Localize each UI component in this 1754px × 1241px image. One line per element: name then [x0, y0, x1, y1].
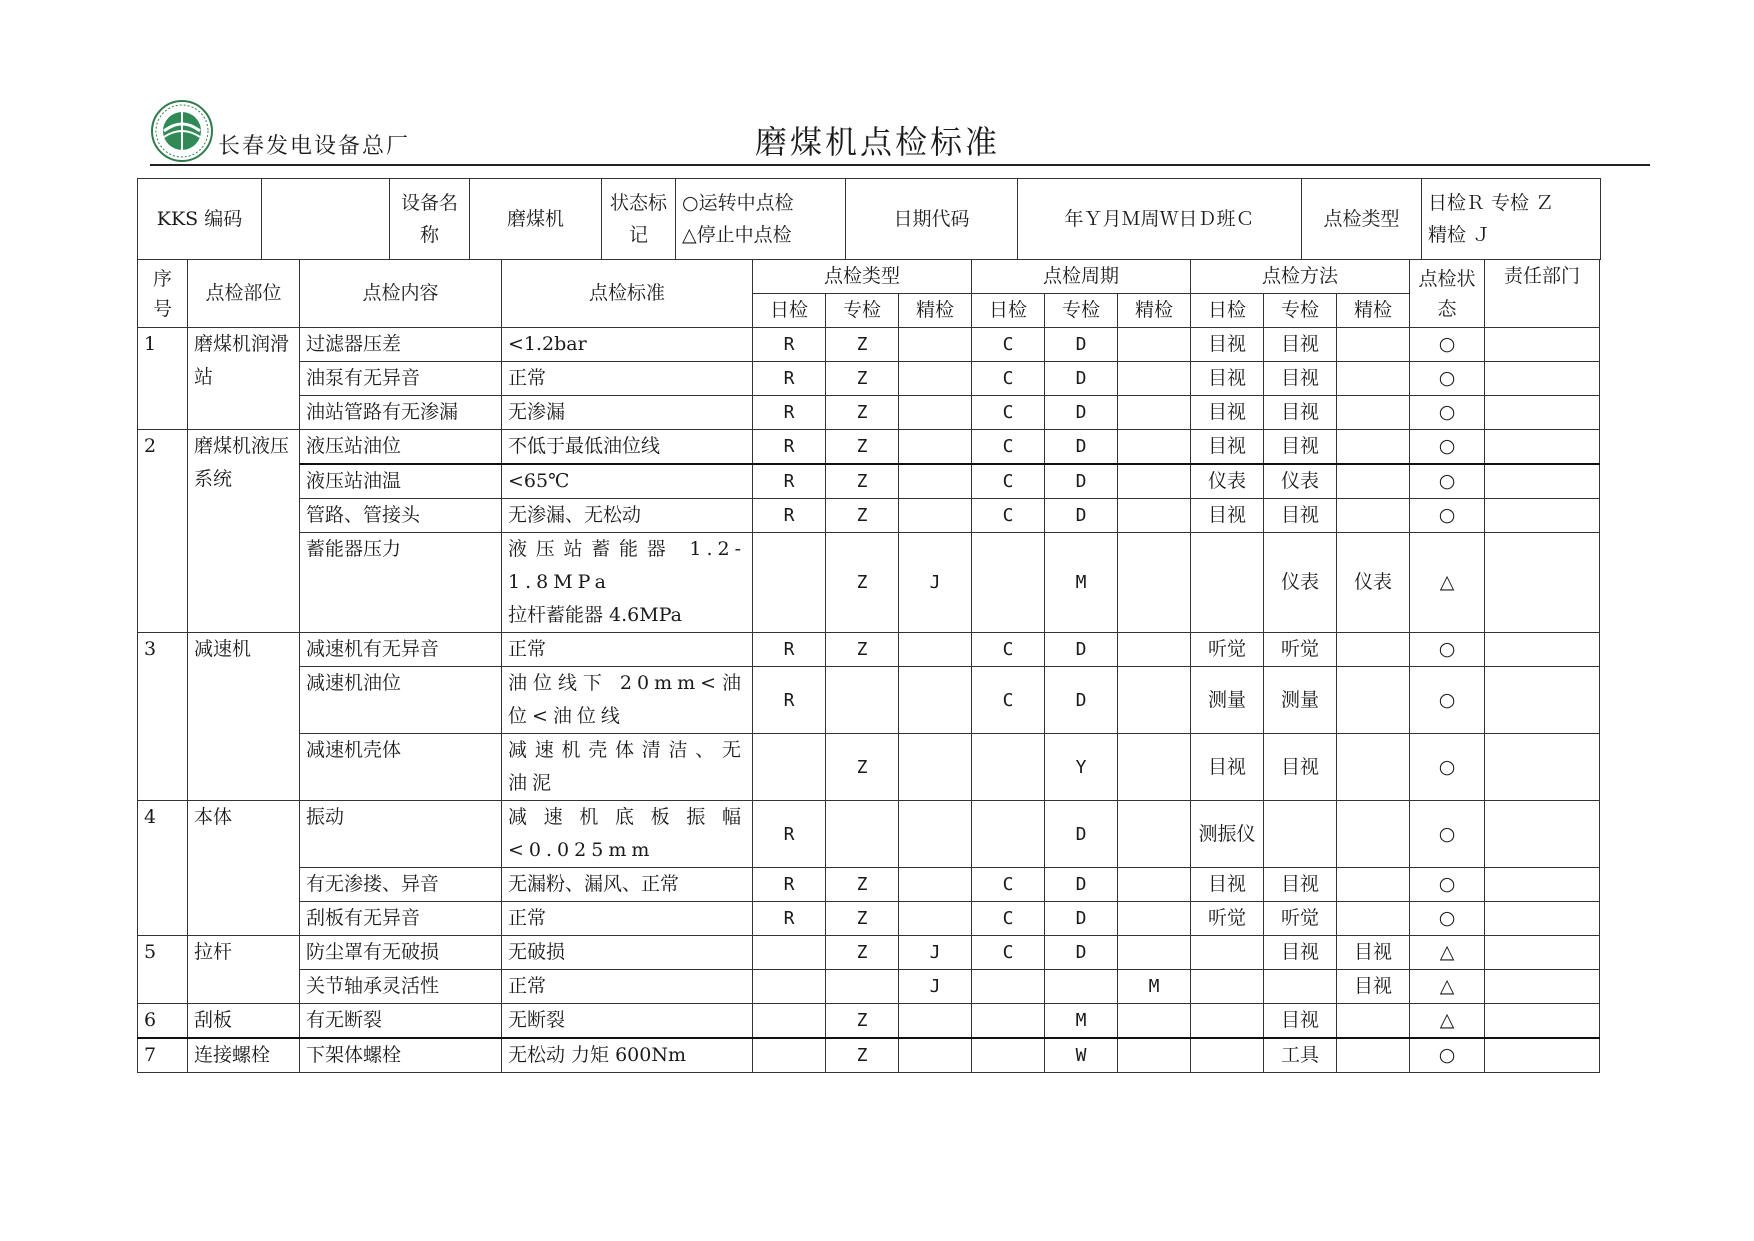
cell-c3 [1118, 362, 1191, 396]
cell-m3 [1337, 868, 1410, 902]
cell-m3 [1337, 1038, 1410, 1073]
cell-status: ○ [1410, 667, 1485, 734]
cell-standard: 无漏粉、漏风、正常 [502, 868, 753, 902]
cell-t1: R [753, 430, 826, 465]
standard-line: 拉杆蓄能器 4.6MPa [508, 604, 682, 626]
cell-c2: Y [1045, 734, 1118, 801]
table-row [138, 667, 1600, 734]
cell-m2: 测量 [1264, 667, 1337, 734]
cell-c2: D [1045, 396, 1118, 430]
cell-standard: 无断裂 [502, 1004, 753, 1039]
date-code-label: 日期代码 [846, 179, 1018, 260]
cell-t1: R [753, 499, 826, 533]
cell-c2: D [1045, 667, 1118, 734]
cell-m1: 听觉 [1191, 902, 1264, 936]
col-type-daily: 日检 [753, 294, 826, 328]
cell-t2: Z [826, 936, 899, 970]
col-cycle-group: 点检周期 [972, 260, 1191, 294]
cell-m2: 听觉 [1264, 902, 1337, 936]
table-body [138, 328, 1600, 1073]
cell-c3 [1118, 734, 1191, 801]
col-method-precise: 精检 [1337, 294, 1410, 328]
cell-standard: 正常 [502, 633, 753, 667]
cell-c1 [972, 1038, 1045, 1073]
cell-content: 油站管路有无渗漏 [300, 396, 502, 430]
cell-standard [502, 533, 753, 633]
cell-content: 蓄能器压力 [300, 533, 502, 633]
cell-t1: R [753, 868, 826, 902]
status-running-legend: ○运转中点检 [682, 192, 794, 214]
table-row [138, 362, 1600, 396]
col-method-daily: 日检 [1191, 294, 1264, 328]
cell-t2: Z [826, 396, 899, 430]
cell-c2: D [1045, 633, 1118, 667]
cell-m1: 目视 [1191, 396, 1264, 430]
cell-standard: 无破损 [502, 936, 753, 970]
cell-part: 拉杆 [188, 936, 300, 1004]
cell-t1: R [753, 667, 826, 734]
col-standard: 点检标准 [502, 260, 753, 328]
cell-c2: D [1045, 936, 1118, 970]
cell-t1 [753, 533, 826, 633]
table-row [138, 936, 1600, 970]
cell-m1: 目视 [1191, 734, 1264, 801]
cell-m3 [1337, 430, 1410, 465]
table-row [138, 633, 1600, 667]
cell-t3 [899, 868, 972, 902]
cell-c1: C [972, 362, 1045, 396]
cell-c2: D [1045, 499, 1118, 533]
cell-standard: 减速机底板振幅<0.025mm [502, 801, 753, 868]
cell-t2 [826, 667, 899, 734]
cell-status: ○ [1410, 464, 1485, 499]
cell-t2: Z [826, 464, 899, 499]
cell-standard: <65℃ [502, 464, 753, 499]
state-grid-logo [150, 99, 214, 163]
cell-part: 连接螺栓 [188, 1038, 300, 1073]
cell-dept [1485, 1038, 1600, 1073]
cell-m3 [1337, 464, 1410, 499]
cell-c1 [972, 801, 1045, 868]
cell-m3 [1337, 801, 1410, 868]
cell-m1 [1191, 936, 1264, 970]
cell-seq: 1 [138, 328, 188, 430]
cell-t1 [753, 936, 826, 970]
cell-part: 刮板 [188, 1004, 300, 1039]
table-row [138, 1004, 1600, 1039]
cell-c3: M [1118, 970, 1191, 1004]
cell-m3 [1337, 396, 1410, 430]
cell-content: 有无断裂 [300, 1004, 502, 1039]
date-code-value: 年Ｙ月Ｍ周Ｗ日Ｄ班Ｃ [1018, 179, 1302, 260]
cell-t2: Z [826, 1004, 899, 1039]
cell-t2: Z [826, 328, 899, 362]
cell-c3 [1118, 667, 1191, 734]
cell-c2: M [1045, 1004, 1118, 1039]
status-mark-label: 状态标记 [602, 179, 676, 260]
table-row [138, 1038, 1600, 1073]
cell-t1: R [753, 362, 826, 396]
table-row [138, 499, 1600, 533]
cell-dept [1485, 499, 1600, 533]
cell-c3 [1118, 396, 1191, 430]
cell-c1 [972, 734, 1045, 801]
col-type-special: 专检 [826, 294, 899, 328]
cell-t2: Z [826, 430, 899, 465]
table-row [138, 328, 1600, 362]
cell-seq: 2 [138, 430, 188, 633]
cell-c2: D [1045, 328, 1118, 362]
cell-part: 磨煤机液压系统 [188, 430, 300, 633]
cell-c3 [1118, 533, 1191, 633]
inspection-table [137, 259, 1600, 1073]
cell-content: 减速机有无异音 [300, 633, 502, 667]
cell-dept [1485, 801, 1600, 868]
kks-label: KKS 编码 [138, 179, 262, 260]
check-type-line1: 日检Ｒ 专检 Ｚ [1428, 192, 1555, 214]
cell-m3: 目视 [1337, 970, 1410, 1004]
cell-m1: 目视 [1191, 430, 1264, 465]
cell-dept [1485, 533, 1600, 633]
status-mark-legend [676, 179, 846, 260]
col-cycle-daily: 日检 [972, 294, 1045, 328]
cell-t2 [826, 970, 899, 1004]
cell-status: ○ [1410, 902, 1485, 936]
cell-m3 [1337, 328, 1410, 362]
cell-t3 [899, 396, 972, 430]
cell-m2: 仪表 [1264, 464, 1337, 499]
cell-part: 本体 [188, 801, 300, 936]
cell-c1: C [972, 633, 1045, 667]
cell-t2: Z [826, 902, 899, 936]
cell-status: ○ [1410, 362, 1485, 396]
check-type-line2: 精检 Ｊ [1428, 224, 1492, 246]
cell-t3 [899, 801, 972, 868]
cell-dept [1485, 430, 1600, 465]
col-method-group: 点检方法 [1191, 260, 1410, 294]
cell-m2: 仪表 [1264, 533, 1337, 633]
status-stopped-legend: △停止中点检 [682, 224, 792, 246]
cell-status: △ [1410, 1004, 1485, 1039]
cell-m1: 目视 [1191, 868, 1264, 902]
cell-t3: J [899, 533, 972, 633]
cell-t3 [899, 430, 972, 465]
cell-part: 减速机 [188, 633, 300, 801]
cell-dept [1485, 936, 1600, 970]
table-row [138, 396, 1600, 430]
cell-standard: <1.2bar [502, 328, 753, 362]
cell-t2: Z [826, 362, 899, 396]
cell-content: 减速机油位 [300, 667, 502, 734]
cell-dept [1485, 633, 1600, 667]
cell-m1 [1191, 533, 1264, 633]
cell-c1: C [972, 430, 1045, 465]
cell-t2 [826, 801, 899, 868]
table-row [138, 734, 1600, 801]
cell-seq: 7 [138, 1038, 188, 1073]
device-name-value: 磨煤机 [470, 179, 602, 260]
cell-c1: C [972, 499, 1045, 533]
table-row [138, 533, 1600, 633]
cell-c1: C [972, 396, 1045, 430]
cell-t1 [753, 970, 826, 1004]
cell-t2: Z [826, 734, 899, 801]
cell-m2: 目视 [1264, 396, 1337, 430]
cell-t3 [899, 667, 972, 734]
table-row [138, 464, 1600, 499]
table-row [138, 430, 1600, 465]
cell-t3 [899, 1004, 972, 1039]
cell-m1 [1191, 1038, 1264, 1073]
cell-m2: 目视 [1264, 734, 1337, 801]
cell-c3 [1118, 499, 1191, 533]
page-header [150, 95, 1650, 167]
cell-m1 [1191, 1004, 1264, 1039]
cell-c2: D [1045, 902, 1118, 936]
cell-content: 关节轴承灵活性 [300, 970, 502, 1004]
cell-content: 减速机壳体 [300, 734, 502, 801]
cell-c3 [1118, 633, 1191, 667]
cell-c1: C [972, 464, 1045, 499]
cell-t2: Z [826, 533, 899, 633]
cell-c2: M [1045, 533, 1118, 633]
page-title: 磨煤机点检标准 [755, 123, 1001, 161]
cell-seq: 6 [138, 1004, 188, 1039]
cell-c1: C [972, 936, 1045, 970]
cell-standard: 无渗漏、无松动 [502, 499, 753, 533]
cell-content: 油泵有无异音 [300, 362, 502, 396]
cell-c2: W [1045, 1038, 1118, 1073]
cell-c3 [1118, 430, 1191, 465]
cell-content: 管路、管接头 [300, 499, 502, 533]
cell-t3: J [899, 970, 972, 1004]
cell-standard: 无松动 力矩 600Nm [502, 1038, 753, 1073]
cell-m2 [1264, 801, 1337, 868]
cell-standard: 不低于最低油位线 [502, 430, 753, 465]
cell-m2: 目视 [1264, 362, 1337, 396]
cell-standard: 正常 [502, 970, 753, 1004]
cell-t1: R [753, 396, 826, 430]
cell-c2: D [1045, 868, 1118, 902]
cell-m1: 目视 [1191, 362, 1264, 396]
cell-m3 [1337, 1004, 1410, 1039]
cell-m2: 目视 [1264, 868, 1337, 902]
cell-t3 [899, 734, 972, 801]
cell-m2: 听觉 [1264, 633, 1337, 667]
cell-c1: C [972, 868, 1045, 902]
cell-c2 [1045, 970, 1118, 1004]
col-cycle-precise: 精检 [1118, 294, 1191, 328]
cell-seq: 4 [138, 801, 188, 936]
cell-m1: 听觉 [1191, 633, 1264, 667]
cell-standard: 减速机壳体清洁、无油泥 [502, 734, 753, 801]
cell-dept [1485, 464, 1600, 499]
cell-t2: Z [826, 633, 899, 667]
cell-seq: 3 [138, 633, 188, 801]
cell-m1: 仪表 [1191, 464, 1264, 499]
cell-c3 [1118, 1038, 1191, 1073]
cell-status: ○ [1410, 633, 1485, 667]
cell-dept [1485, 328, 1600, 362]
cell-m3 [1337, 734, 1410, 801]
cell-status: ○ [1410, 396, 1485, 430]
cell-seq: 5 [138, 936, 188, 1004]
col-seq: 序号 [138, 260, 188, 328]
cell-m3: 目视 [1337, 936, 1410, 970]
cell-m1 [1191, 970, 1264, 1004]
cell-part: 磨煤机润滑站 [188, 328, 300, 430]
cell-dept [1485, 1004, 1600, 1039]
col-content: 点检内容 [300, 260, 502, 328]
cell-c1 [972, 533, 1045, 633]
cell-content: 下架体螺栓 [300, 1038, 502, 1073]
cell-status: ○ [1410, 801, 1485, 868]
cell-m3 [1337, 362, 1410, 396]
cell-t1 [753, 1038, 826, 1073]
cell-t3 [899, 902, 972, 936]
cell-m3: 仪表 [1337, 533, 1410, 633]
cell-dept [1485, 902, 1600, 936]
cell-m2 [1264, 970, 1337, 1004]
kks-value [262, 179, 390, 260]
cell-t3 [899, 328, 972, 362]
cell-c3 [1118, 328, 1191, 362]
col-method-special: 专检 [1264, 294, 1337, 328]
cell-m3 [1337, 633, 1410, 667]
col-part: 点检部位 [188, 260, 300, 328]
cell-t1: R [753, 328, 826, 362]
cell-m2: 目视 [1264, 499, 1337, 533]
cell-t3 [899, 633, 972, 667]
cell-t1: R [753, 902, 826, 936]
cell-m3 [1337, 902, 1410, 936]
cell-dept [1485, 970, 1600, 1004]
col-dept: 责任部门 [1485, 260, 1600, 328]
cell-c1: C [972, 667, 1045, 734]
cell-t3 [899, 1038, 972, 1073]
col-status: 点检状态 [1410, 260, 1485, 328]
cell-m1: 测量 [1191, 667, 1264, 734]
cell-dept [1485, 362, 1600, 396]
device-name-label: 设备名称 [390, 179, 470, 260]
cell-c2: D [1045, 464, 1118, 499]
cell-content: 刮板有无异音 [300, 902, 502, 936]
cell-c3 [1118, 868, 1191, 902]
cell-c2: D [1045, 362, 1118, 396]
cell-status: △ [1410, 533, 1485, 633]
col-type-group: 点检类型 [753, 260, 972, 294]
cell-t3: J [899, 936, 972, 970]
cell-standard: 正常 [502, 902, 753, 936]
cell-t1: R [753, 464, 826, 499]
cell-t3 [899, 362, 972, 396]
cell-content: 过滤器压差 [300, 328, 502, 362]
table-row [138, 868, 1600, 902]
col-cycle-special: 专检 [1045, 294, 1118, 328]
cell-status: ○ [1410, 1038, 1485, 1073]
check-type-legend [1422, 179, 1601, 260]
cell-c1 [972, 970, 1045, 1004]
cell-t1: R [753, 633, 826, 667]
cell-c3 [1118, 1004, 1191, 1039]
cell-standard: 油位线下 20mm<油位<油位线 [502, 667, 753, 734]
cell-standard: 无渗漏 [502, 396, 753, 430]
cell-dept [1485, 667, 1600, 734]
table-row [138, 970, 1600, 1004]
cell-content: 振动 [300, 801, 502, 868]
cell-status: ○ [1410, 499, 1485, 533]
cell-status: △ [1410, 970, 1485, 1004]
cell-content: 液压站油温 [300, 464, 502, 499]
cell-c2: D [1045, 430, 1118, 465]
cell-t2: Z [826, 499, 899, 533]
cell-t1 [753, 1004, 826, 1039]
cell-c3 [1118, 936, 1191, 970]
cell-m1: 测振仪 [1191, 801, 1264, 868]
cell-c1: C [972, 328, 1045, 362]
cell-dept [1485, 396, 1600, 430]
cell-c3 [1118, 902, 1191, 936]
company-name: 长春发电设备总厂 [218, 134, 411, 159]
cell-status: ○ [1410, 430, 1485, 465]
cell-t3 [899, 499, 972, 533]
check-type-label: 点检类型 [1302, 179, 1422, 260]
cell-content: 防尘罩有无破损 [300, 936, 502, 970]
cell-t2: Z [826, 868, 899, 902]
standard-line: 液压站蓄能器 1.2-1.8MPa [508, 538, 746, 593]
cell-status: ○ [1410, 868, 1485, 902]
cell-dept [1485, 734, 1600, 801]
col-type-precise: 精检 [899, 294, 972, 328]
cell-c3 [1118, 801, 1191, 868]
cell-dept [1485, 868, 1600, 902]
cell-m3 [1337, 499, 1410, 533]
cell-t2: Z [826, 1038, 899, 1073]
cell-m2: 目视 [1264, 936, 1337, 970]
cell-m1: 目视 [1191, 328, 1264, 362]
table-row [138, 801, 1600, 868]
meta-table [137, 178, 1601, 260]
cell-t1 [753, 734, 826, 801]
cell-m2: 目视 [1264, 328, 1337, 362]
cell-m1: 目视 [1191, 499, 1264, 533]
cell-c1: C [972, 902, 1045, 936]
cell-content: 有无渗搂、异音 [300, 868, 502, 902]
header-divider [150, 164, 1650, 166]
cell-m2: 工具 [1264, 1038, 1337, 1073]
cell-status: ○ [1410, 328, 1485, 362]
cell-t3 [899, 464, 972, 499]
cell-c1 [972, 1004, 1045, 1039]
cell-m2: 目视 [1264, 430, 1337, 465]
cell-c3 [1118, 464, 1191, 499]
cell-c2: D [1045, 801, 1118, 868]
cell-status: △ [1410, 936, 1485, 970]
cell-standard: 正常 [502, 362, 753, 396]
cell-m3 [1337, 667, 1410, 734]
table-row [138, 902, 1600, 936]
cell-m2: 目视 [1264, 1004, 1337, 1039]
cell-t1: R [753, 801, 826, 868]
cell-status: ○ [1410, 734, 1485, 801]
cell-content: 液压站油位 [300, 430, 502, 465]
